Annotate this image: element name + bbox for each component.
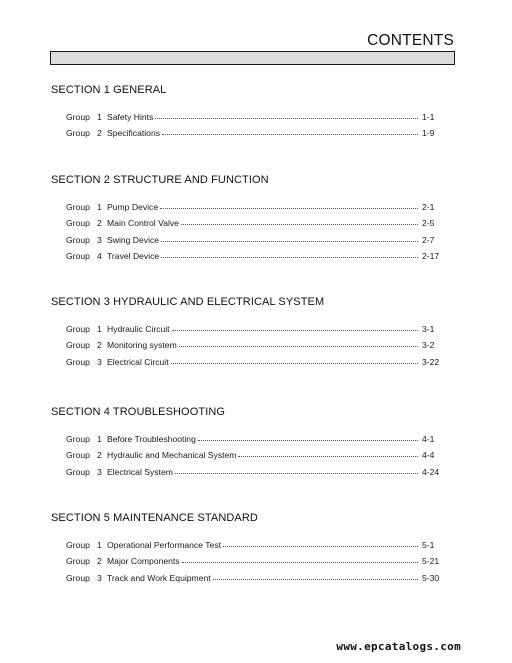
dot-leader bbox=[175, 473, 418, 474]
dot-leader bbox=[161, 257, 418, 258]
entry-group-number: 1 bbox=[97, 112, 102, 122]
dot-leader bbox=[160, 208, 418, 209]
section-heading: SECTION 3 HYDRAULIC AND ELECTRICAL SYSTEM bbox=[51, 296, 325, 308]
section-heading: SECTION 4 TROUBLESHOOTING bbox=[51, 406, 226, 418]
entry-page: 5-1 bbox=[422, 540, 435, 550]
dot-leader bbox=[181, 224, 418, 225]
entry-group-number: 2 bbox=[97, 556, 102, 567]
entry-group-number: 1 bbox=[97, 540, 102, 550]
section-heading: SECTION 1 GENERAL bbox=[51, 84, 167, 96]
entry-page: 1-1 bbox=[422, 112, 435, 122]
entry-page: 2-17 bbox=[422, 250, 440, 261]
entry-page: 4-1 bbox=[422, 434, 435, 444]
entry-title: Electrical System bbox=[107, 466, 173, 477]
entry-page: 4-4 bbox=[422, 450, 435, 461]
entry-page: 1-9 bbox=[422, 128, 435, 139]
dot-leader bbox=[179, 346, 418, 347]
section-1 bbox=[51, 83, 446, 142]
entry-group-label: Group bbox=[66, 250, 90, 261]
entry-title: Electrical Circuit bbox=[107, 356, 169, 367]
dot-leader bbox=[198, 440, 418, 441]
entry-group-label: Group bbox=[66, 466, 90, 477]
title-bar bbox=[50, 51, 455, 65]
entry-group-label: Group bbox=[66, 324, 90, 334]
entry-title: Hydraulic Circuit bbox=[107, 324, 170, 334]
toc-entry[interactable] bbox=[51, 215, 446, 231]
entry-page: 5-21 bbox=[422, 556, 440, 567]
toc-entry[interactable] bbox=[51, 431, 446, 447]
entry-page: 2-1 bbox=[422, 202, 435, 212]
toc-entry[interactable] bbox=[51, 553, 446, 569]
entry-group-number: 2 bbox=[97, 218, 102, 229]
entry-title: Track and Work Equipment bbox=[107, 572, 211, 583]
entry-group-label: Group bbox=[66, 556, 90, 567]
entry-group-number: 2 bbox=[97, 340, 102, 351]
entry-title: Safety Hints bbox=[107, 112, 154, 122]
toc-entry[interactable] bbox=[51, 199, 446, 215]
entry-group-number: 1 bbox=[97, 324, 102, 334]
entry-group-number: 1 bbox=[97, 434, 102, 444]
section-2 bbox=[51, 173, 446, 264]
toc-entry[interactable] bbox=[51, 125, 446, 141]
toc-entry[interactable] bbox=[51, 232, 446, 248]
toc-entry[interactable] bbox=[51, 248, 446, 264]
dot-leader bbox=[213, 579, 418, 580]
entry-page: 2-5 bbox=[422, 218, 435, 229]
entry-group-label: Group bbox=[66, 540, 90, 550]
dot-leader bbox=[162, 134, 418, 135]
section-entries bbox=[51, 321, 446, 370]
section-5 bbox=[51, 511, 446, 586]
entry-title: Travel Device bbox=[107, 250, 160, 261]
entry-group-label: Group bbox=[66, 218, 90, 229]
section-entries bbox=[51, 431, 446, 480]
toc-entry[interactable] bbox=[51, 337, 446, 353]
toc-entry[interactable] bbox=[51, 321, 446, 337]
entry-title: Monitoring system bbox=[107, 340, 177, 351]
dot-leader bbox=[172, 330, 418, 331]
entry-title: Major Components bbox=[107, 556, 180, 567]
dot-leader bbox=[155, 118, 418, 119]
page-title: CONTENTS bbox=[367, 32, 454, 49]
toc-entry[interactable] bbox=[51, 447, 446, 463]
dot-leader bbox=[223, 546, 418, 547]
entry-group-number: 2 bbox=[97, 128, 102, 139]
entry-page: 3-1 bbox=[422, 324, 435, 334]
entry-group-number: 3 bbox=[97, 234, 102, 245]
dot-leader bbox=[238, 456, 418, 457]
entry-page: 3-2 bbox=[422, 340, 435, 351]
toc-entry[interactable] bbox=[51, 537, 446, 553]
footer-watermark[interactable]: www.epcatalogs.com bbox=[336, 640, 461, 653]
entry-page: 5-30 bbox=[422, 572, 440, 583]
entry-title: Specifications bbox=[107, 128, 161, 139]
toc-entry[interactable] bbox=[51, 354, 446, 370]
entry-group-label: Group bbox=[66, 434, 90, 444]
entry-group-number: 2 bbox=[97, 450, 102, 461]
entry-page: 3-22 bbox=[422, 356, 440, 367]
section-heading: SECTION 5 MAINTENANCE STANDARD bbox=[51, 512, 258, 524]
entry-group-number: 3 bbox=[97, 466, 102, 477]
entry-group-number: 1 bbox=[97, 202, 102, 212]
entry-group-label: Group bbox=[66, 340, 90, 351]
dot-leader bbox=[161, 241, 418, 242]
entry-group-label: Group bbox=[66, 234, 90, 245]
section-heading: SECTION 2 STRUCTURE AND FUNCTION bbox=[51, 174, 269, 186]
section-entries bbox=[51, 109, 446, 142]
entry-group-number: 3 bbox=[97, 356, 102, 367]
entry-title: Before Troubleshooting bbox=[107, 434, 196, 444]
entry-group-label: Group bbox=[66, 572, 90, 583]
entry-title: Hydraulic and Mechanical System bbox=[107, 450, 237, 461]
entry-title: Operational Performance Test bbox=[107, 540, 222, 550]
toc-entry[interactable] bbox=[51, 464, 446, 480]
entry-title: Pump Device bbox=[107, 202, 159, 212]
entry-page: 4-24 bbox=[422, 466, 440, 477]
entry-group-label: Group bbox=[66, 356, 90, 367]
section-3 bbox=[51, 295, 446, 370]
dot-leader bbox=[182, 562, 418, 563]
section-4 bbox=[51, 405, 446, 480]
entry-group-number: 3 bbox=[97, 572, 102, 583]
toc-entry[interactable] bbox=[51, 109, 446, 125]
section-entries bbox=[51, 199, 446, 264]
entry-group-label: Group bbox=[66, 112, 90, 122]
entry-title: Swing Device bbox=[107, 234, 160, 245]
entry-page: 2-7 bbox=[422, 234, 435, 245]
entry-title: Main Control Valve bbox=[107, 218, 179, 229]
entry-group-label: Group bbox=[66, 450, 90, 461]
section-entries bbox=[51, 537, 446, 586]
entry-group-label: Group bbox=[66, 128, 90, 139]
toc-entry[interactable] bbox=[51, 570, 446, 586]
entry-group-number: 4 bbox=[97, 250, 102, 261]
dot-leader bbox=[171, 363, 418, 364]
entry-group-label: Group bbox=[66, 202, 90, 212]
